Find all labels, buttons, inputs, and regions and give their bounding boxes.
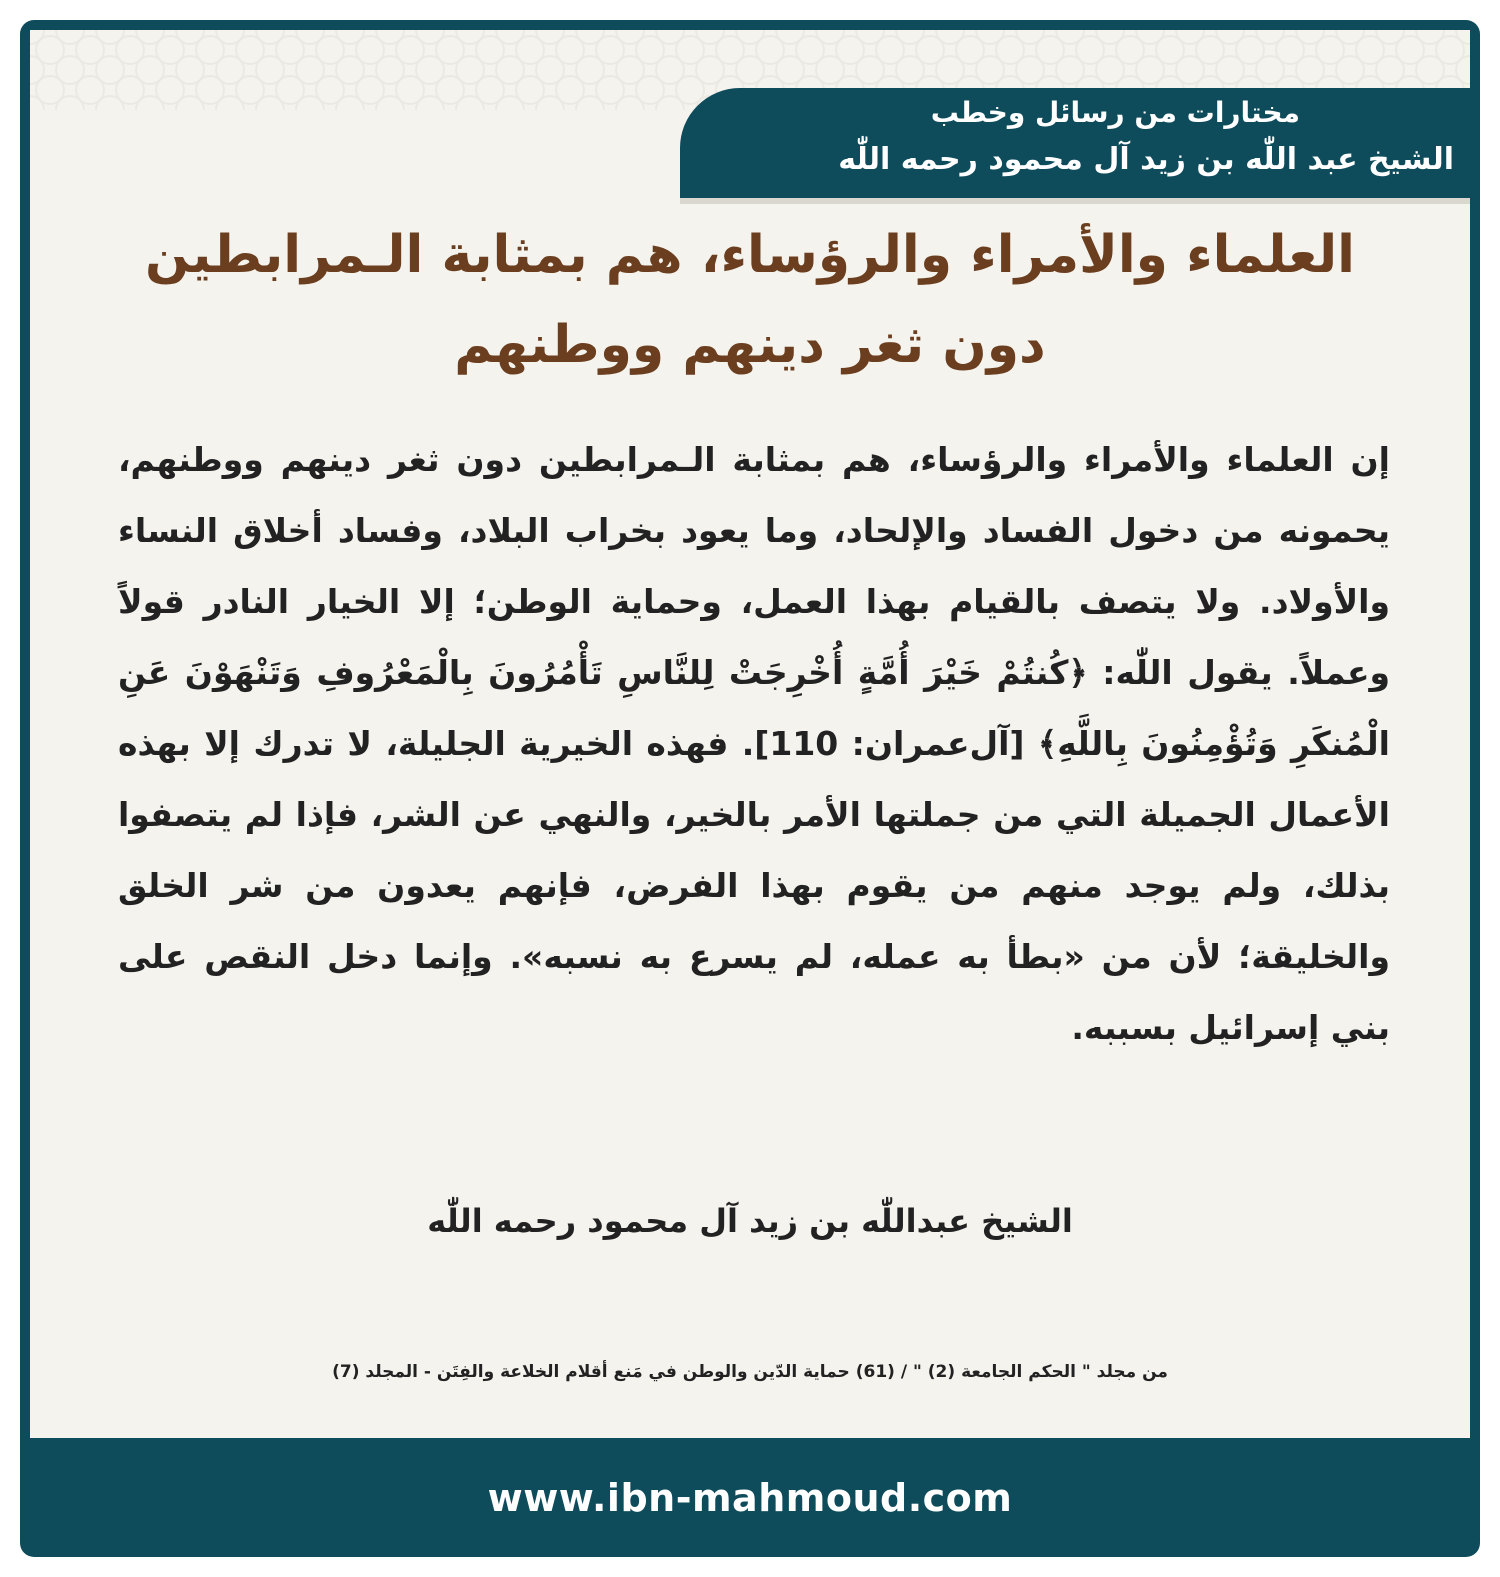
website-link[interactable]: www.ibn-mahmoud.com <box>487 1475 1013 1520</box>
content-panel <box>30 30 1470 1438</box>
footer-bar <box>20 1438 1480 1557</box>
article-body: إن العلماء والأمراء والرؤساء، هم بمثابة الـمرابطين دون ثغر دينهم ووطنهم، يحمونه من دخول الفساد والإلحاد، وما يعود بخراب البلاد، وفساد أخلاق النساء والأولاد. ولا يتصف بالقيام بهذا العمل، وحماية الوطن؛ إلا الخيار النادر قولاً وعملاً. يقول اللّٰه: ﴿كُنتُمْ خَيْرَ أُمَّةٍ أُخْرِجَتْ لِلنَّاسِ تَأْمُرُونَ بِالْمَعْرُوفِ وَتَنْهَوْنَ عَنِ الْمُنكَرِ وَتُؤْمِنُونَ بِاللَّهِ﴾ [آل‌عمران: 110]. فهذه الخيرية الجليلة، لا تدرك إلا بهذه الأعمال الجميلة التي من جملتها الأمر بالخير، والنهي عن الشر، فإذا لم يتصفوا بذلك، ولم يوجد منهم من يقوم بهذا الفرض، فإنهم يعدون من شر الخلق والخليقة؛ لأن من «بطأ به عمله، لم يسرع به نسبه». وإنما دخل النقص على بني إسرائيل بسببه. <box>118 440 1390 1047</box>
card-frame <box>20 20 1480 1557</box>
header-series-title: مختارات من رسائل وخطب <box>930 96 1300 129</box>
article-title-line-1: العلماء والأمراء والرؤساء، هم بمثابة الـمرابطين <box>145 225 1355 285</box>
header-banner <box>680 88 1470 198</box>
header-author: الشيخ عبد اللّٰه بن زيد آل محمود رحمه اللّٰه <box>838 142 1454 177</box>
article-title-line-2: دون ثغر دينهم ووطنهم <box>454 315 1046 375</box>
author-signature: الشيخ عبداللّٰه بن زيد آل محمود رحمه اللّٰه <box>427 1202 1073 1240</box>
source-citation: من مجلد " الحكم الجامعة (2) " / (61) حماية الدّين والوطن في مَنع أقلام الخلاعة والفِتَن - المجلد (7) <box>332 1362 1168 1382</box>
